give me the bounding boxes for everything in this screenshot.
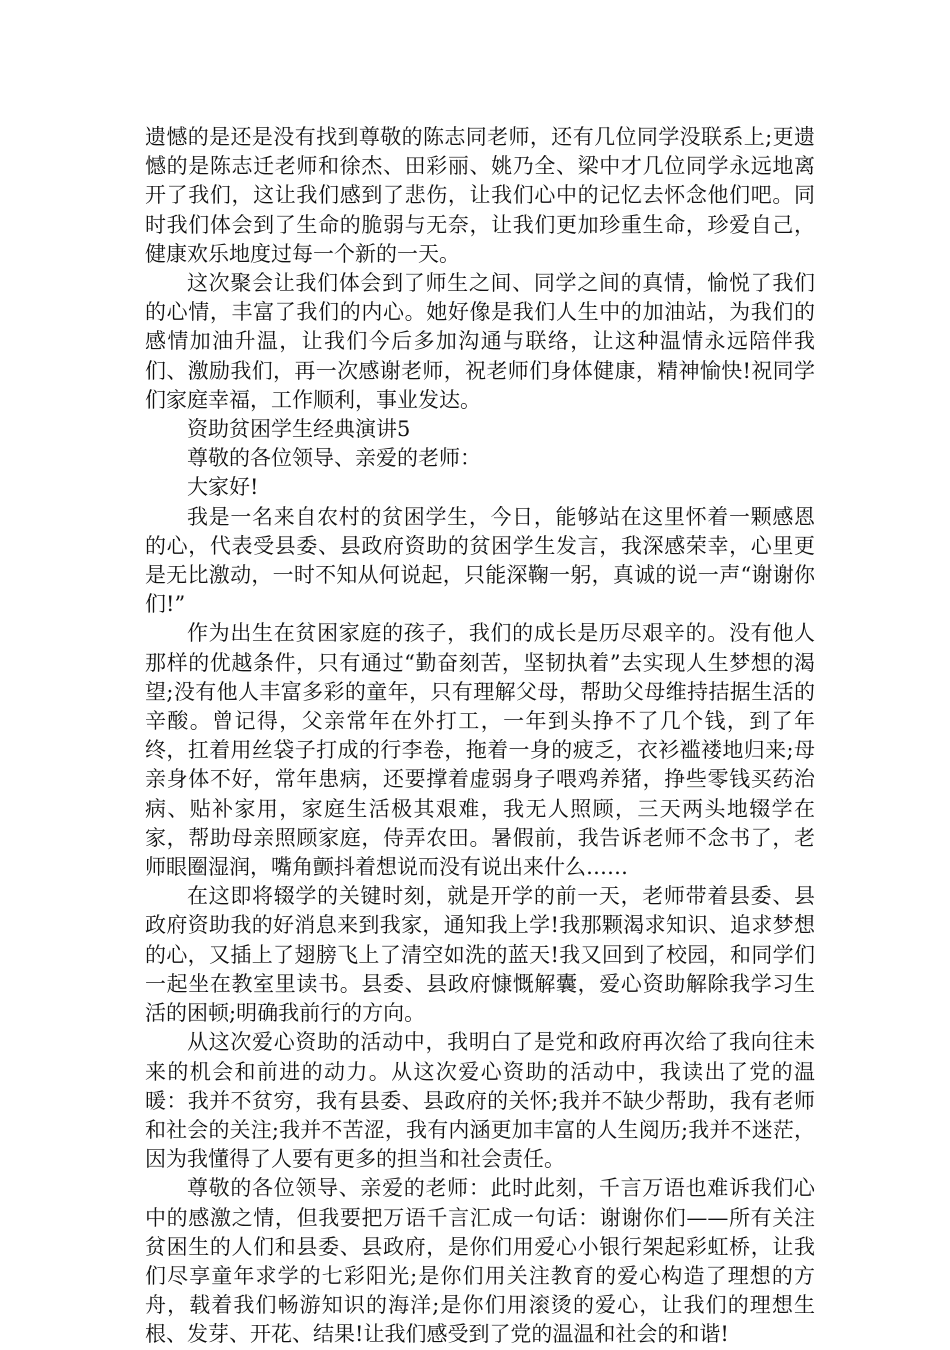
document-body: [145, 123, 815, 1350]
paragraph-6: 我是一名来自农村的贫困学生，今日，能够站在这里怀着一颗感恩的心，代表受县委、县政府资助的贫困学生发言，我深感荣幸，心里更是无比激动，一时不知从何说起，只能深鞠一躬，真诚的说一声“谢谢你们!”: [145, 504, 815, 617]
paragraph-8: 在这即将辍学的关键时刻，就是开学的前一天，老师带着县委、县政府资助我的好消息来到我家，通知我上学!我那颗渴求知识、追求梦想的心，又插上了翅膀飞上了清空如洗的蓝天!我又回到了校园，和同学们一起坐在教室里读书。县委、县政府慷慨解囊，爱心资助解除我学习生活的困顿;明确我前行的方向。: [145, 884, 815, 1026]
paragraph-7: 作为出生在贫困家庭的孩子，我们的成长是历尽艰辛的。没有他人那样的优越条件，只有通过“勤奋刻苦，坚韧执着”去实现人生梦想的渴望;没有他人丰富多彩的童年，只有理解父母，帮助父母维持拮据生活的辛酸。曾记得，父亲常年在外打工，一年到头挣不了几个钱，到了年终，扛着用丝袋子打成的行李卷，拖着一身的疲乏，衣衫褴褛地归来;母亲身体不好，常年患病，还要撑着虚弱身子喂鸡养猪，挣些零钱买药治病、贴补家用，家庭生活极其艰难，我无人照顾，三天两头地辍学在家，帮助母亲照顾家庭，侍弄农田。暑假前，我告诉老师不念书了，老师眼圈湿润，嘴角颤抖着想说而没有说出来什么……: [145, 621, 815, 880]
paragraph-1: 遗憾的是还是没有找到尊敬的陈志同老师，还有几位同学没联系上;更遗憾的是陈志迁老师和徐杰、田彩丽、姚乃全、梁中才几位同学永远地离开了我们，这让我们感到了悲伤，让我们心中的记忆去怀念他们吧。同时我们体会到了生命的脆弱与无奈，让我们更加珍重生命，珍爱自己，健康欢乐地度过每一个新的一天。: [145, 125, 815, 266]
salutation: 尊敬的各位领导、亲爱的老师：: [187, 446, 481, 471]
greeting: 大家好!: [187, 475, 259, 500]
paragraph-9: 从这次爱心资助的活动中，我明白了是党和政府再次给了我向往未来的机会和前进的动力。从这次爱心资助的活动中，我读出了党的温暖：我并不贫穷，我有县委、县政府的关怀;我并不缺少帮助，我有老师和社会的关注;我并不苦涩，我有内涵更加丰富的人生阅历;我并不迷茫，因为我懂得了人要有更多的担当和社会责任。: [145, 1030, 815, 1172]
section-heading: 资助贫困学生经典演讲5: [187, 417, 411, 442]
paragraph-10: 尊敬的各位领导、亲爱的老师：此时此刻，千言万语也难诉我们心中的感激之情，但我要把万语千言汇成一句话：谢谢你们——所有关注贫困生的人们和县委、县政府，是你们用爱心小银行架起彩虹桥，让我们尽享童年求学的七彩阳光;是你们用关注教育的爱心构造了理想的方舟，载着我们畅游知识的海洋;是你们用滚烫的爱心，让我们的理想生根、发芽、开花、结果!让我们感受到了党的温温和社会的和谐!: [145, 1176, 815, 1347]
paragraph-2: 这次聚会让我们体会到了师生之间、同学之间的真情，愉悦了我们的心情，丰富了我们的内心。她好像是我们人生中的加油站，为我们的感情加油升温，让我们今后多加沟通与联络，让这种温情永远陪伴我们、激励我们，再一次感谢老师，祝老师们身体健康，精神愉快!祝同学们家庭幸福，工作顺利，事业发达。: [145, 271, 815, 412]
